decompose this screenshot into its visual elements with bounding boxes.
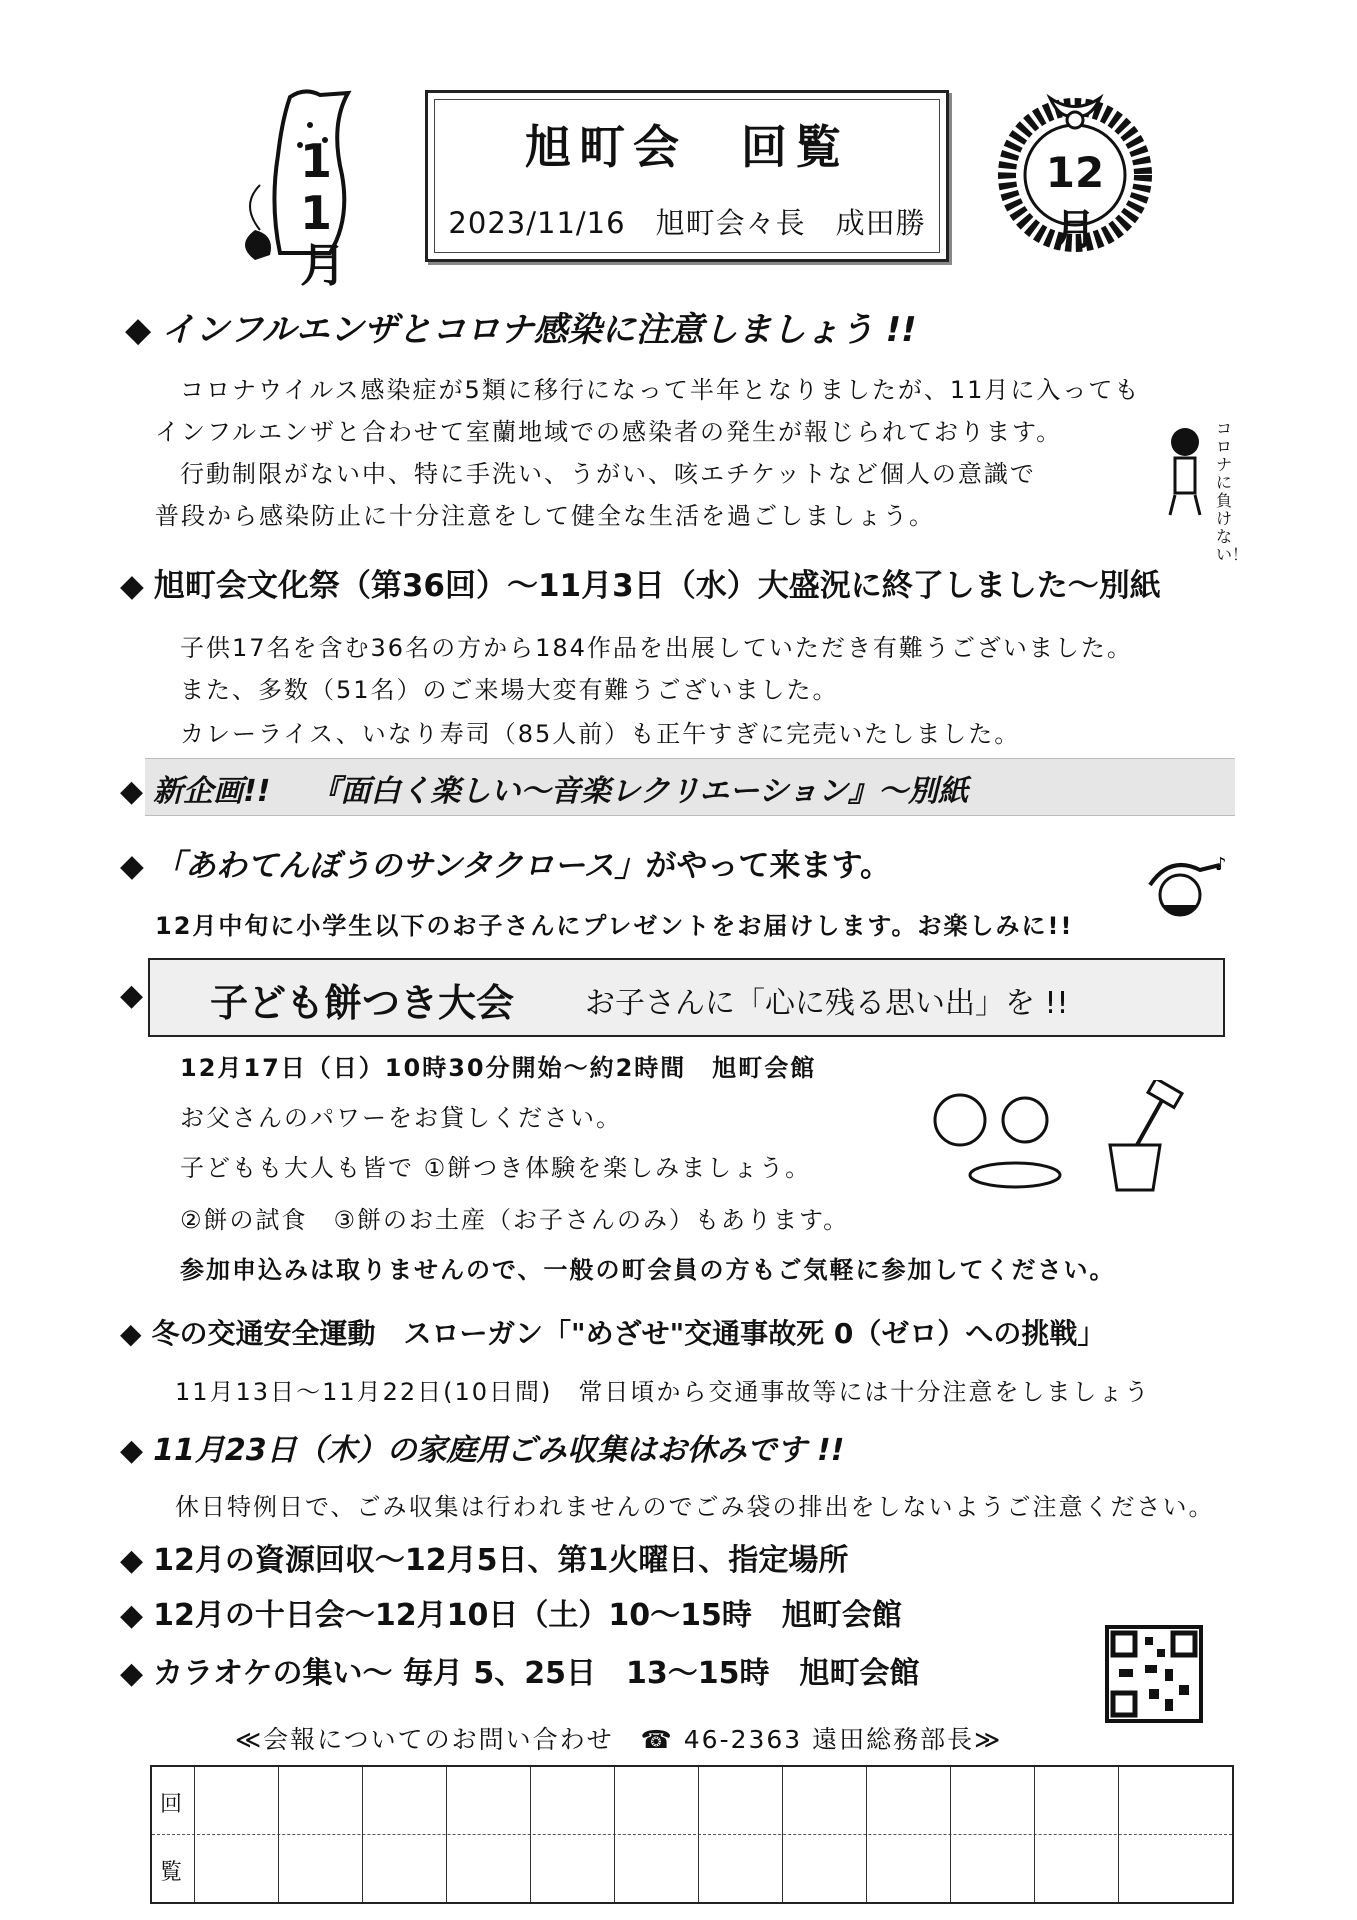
santa-line: 12月中旬に小学生以下のお子さんにプレゼントをお届けします。お楽しみに!! — [155, 912, 1074, 940]
section-heading-garbage: ◆ 11月23日（木）の家庭用ごみ収集はお休みです !! — [120, 1433, 845, 1468]
section-heading-tenday: ◆ 12月の十日会～12月10日（土）10～15時 旭町会館 — [120, 1598, 902, 1633]
influenza-line: コロナウイルス感染症が5類に移行になって半年となりましたが、11月に入っても — [180, 376, 1141, 404]
bullet-icon: ◆ — [120, 848, 144, 884]
mochi-line: 子どもも大人も皆で ①餅つき体験を楽しみましょう。 — [180, 1154, 812, 1182]
mochi-line: ②餅の試食 ③餅のお土産（お子さんのみ）もあります。 — [180, 1206, 850, 1234]
bullet-icon: ◆ — [125, 310, 152, 350]
page-title: 旭町会 回覧 — [525, 120, 849, 174]
anti-corona-illustration — [1130, 419, 1249, 564]
section-heading-karaoke: ◆ カラオケの集い～ 毎月 5、25日 13～15時 旭町会館 — [120, 1656, 920, 1691]
influenza-line: 普段から感染防止に十分注意をして健全な生活を過ごしましょう。 — [155, 502, 935, 530]
festival-line: また、多数（51名）のご来場大変有難うございました。 — [180, 676, 839, 704]
section-heading-recycle: ◆ 12月の資源回収～12月5日、第1火曜日、指定場所 — [120, 1543, 849, 1578]
influenza-line: インフルエンザと合わせて室蘭地域での感染者の発生が報じられております。 — [155, 418, 1063, 446]
wreath-text: 12月 — [1045, 148, 1105, 254]
bullet-icon: ◆ — [120, 568, 144, 604]
grid-label-top: 回 — [160, 1792, 183, 1817]
santa-illustration — [1130, 850, 1245, 930]
section-heading-santa: ◆ 「あわてんぼうのサンタクロース」がやって来ます。 — [120, 848, 892, 884]
title-box — [425, 90, 949, 262]
influenza-line: 行動制限がない中、特に手洗い、うがい、咳エチケットなど個人の意識で — [180, 460, 1036, 488]
november-badge — [230, 85, 390, 292]
bullet-icon: ◆ — [120, 978, 144, 1013]
mochi-line: 12月17日（日）10時30分開始～約2時間 旭町会館 — [180, 1054, 817, 1082]
section-heading-music: ◆ 新企画!! 『面白く楽しい～音楽レクリエーション』～別紙 — [120, 774, 969, 809]
bullet-icon: ◆ — [120, 1598, 144, 1633]
bullet-icon: ◆ — [120, 1433, 144, 1468]
festival-line: カレーライス、いなり寿司（85人前）も正午すぎに完売いたしました。 — [180, 720, 1021, 748]
qr-code-icon — [1105, 1625, 1203, 1723]
traffic-line: 11月13日～11月22日(10日間) 常日頃から交通事故等には十分注意をしましょう — [175, 1378, 1151, 1406]
mochi-line: 参加申込みは取りませんので、一般の町会員の方もご気軽に参加してください。 — [180, 1256, 1116, 1284]
badge-text: 11月 — [300, 134, 346, 292]
contact-line: ≪会報についてのお問い合わせ ☎ 46-2363 遠田総務部長≫ — [235, 1725, 1003, 1754]
section-heading-festival: ◆ 旭町会文化祭（第36回）～11月3日（水）大盛況に終了しました～別紙 — [120, 568, 1161, 604]
circulation-grid — [150, 1765, 1234, 1904]
grid-label-bottom: 覧 — [160, 1860, 183, 1885]
section-heading-influenza: ◆ インフルエンザとコロナ感染に注意しましょう !! — [125, 310, 917, 350]
illustration-caption: コロナに負けない！ — [1216, 419, 1249, 564]
section-heading-mochi: 子ども餅つき大会 — [210, 981, 515, 1025]
page-subtitle: 2023/11/16 旭町会々長 成田勝 — [448, 206, 926, 240]
garbage-line: 休日特例日で、ごみ収集は行われませんのでごみ袋の排出をしないようご注意ください。 — [175, 1493, 1215, 1521]
mochi-illustration — [915, 1080, 1185, 1195]
mochi-line: お父さんのパワーをお貸しください。 — [180, 1104, 622, 1132]
svg-text:♪: ♪ — [1215, 854, 1227, 875]
bullet-icon: ◆ — [120, 1656, 144, 1691]
section-heading-traffic: ◆ 冬の交通安全運動 スローガン「"めざせ"交通事故死 0（ゼロ）への挑戦」 — [120, 1317, 1106, 1350]
festival-line: 子供17名を含む36名の方から184作品を出展していただき有難うございました。 — [180, 634, 1133, 662]
bullet-icon: ◆ — [120, 1543, 144, 1578]
bullet-icon: ◆ — [120, 1317, 142, 1350]
mochi-subheading: お子さんに「心に残る思い出」を !! — [585, 986, 1069, 1021]
december-wreath-badge — [990, 80, 1160, 255]
bullet-icon: ◆ — [120, 774, 144, 809]
